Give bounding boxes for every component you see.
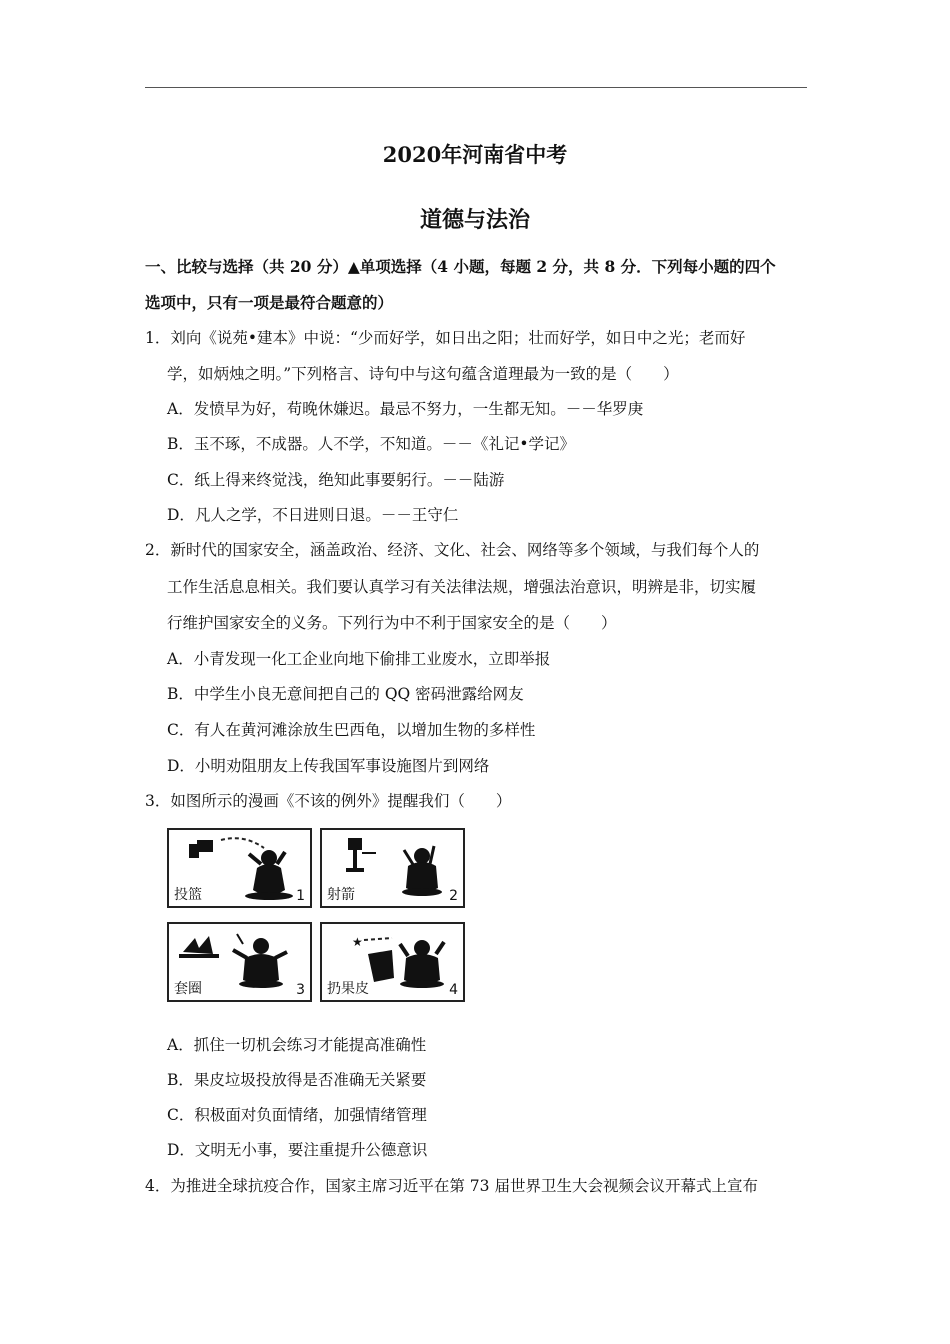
q2-option-a: A．小青发现一化工企业向地下偷排工业废水，立即举报: [167, 650, 551, 668]
comic-panel-2: [320, 828, 465, 908]
q1-option-d: D．凡人之学，不日进则日退。－－王守仁: [167, 506, 459, 524]
q3-option-d: D．文明无小事，要注重提升公德意识: [167, 1141, 428, 1159]
q2-stem-cont: 工作生活息息相关。我们要认真学习有关法律法规，增强法治意识，明辨是非，切实履: [167, 578, 757, 596]
q3-option-c: C．积极面对负面情绪，加强情绪管理: [167, 1106, 427, 1124]
svg-text:★: ★: [352, 935, 363, 949]
q1-stem-cont: 学，如炳烛之明。”下列格言、诗句中与这句蕴含道理最为一致的是（ ）: [167, 365, 679, 383]
q4-stem: 4．为推进全球抗疫合作，国家主席习近平在第 73 届世界卫生大会视频会议开幕式上宣布: [145, 1177, 758, 1195]
panel-4-caption: 扔果皮: [327, 981, 369, 997]
section-heading-cont: 选项中，只有一项是最符合题意的）: [145, 293, 394, 312]
q1-option-a: A．发愤早为好，苟晚休嫌迟。最忌不努力，一生都无知。－－华罗庚: [167, 400, 644, 418]
comic-panel-4: [320, 922, 465, 1002]
q3-option-b: B．果皮垃圾投放得是否准确无关紧要: [167, 1071, 427, 1089]
q2-option-d: D．小明劝阻朋友上传我国军事设施图片到网络: [167, 757, 490, 775]
panel-2-number: 2: [449, 888, 458, 904]
q3-stem: 3．如图所示的漫画《不该的例外》提醒我们（ ）: [145, 792, 512, 810]
exam-title: 2020年河南省中考: [382, 142, 568, 167]
panel-4-number: 4: [449, 982, 458, 998]
q3-option-a: A．抓住一切机会练习才能提高准确性: [167, 1036, 427, 1054]
subject-title: 道德与法治: [419, 207, 530, 233]
panel-1-number: 1: [296, 888, 305, 904]
q1-option-c: C．纸上得来终觉浅，绝知此事要躬行。－－陆游: [167, 471, 505, 489]
q1-stem: 1．刘向《说苑•建本》中说：“少而好学，如日出之阳；壮而好学，如日中之光；老而好: [145, 329, 746, 347]
panel-3-caption: 套圈: [174, 981, 202, 997]
panel-3-number: 3: [296, 982, 305, 998]
panel-2-caption: 射箭: [327, 887, 355, 903]
comic-figure: [167, 828, 469, 1004]
q1-option-b: B．玉不琢，不成器。人不学，不知道。－－《礼记•学记》: [167, 435, 576, 453]
q2-option-c: C．有人在黄河滩涂放生巴西龟，以增加生物的多样性: [167, 721, 536, 739]
comic-panel-3: [167, 922, 312, 1002]
q2-stem-cont2: 行维护国家安全的义务。下列行为中不利于国家安全的是（ ）: [167, 614, 617, 632]
q2-stem: 2．新时代的国家安全，涵盖政治、经济、文化、社会、网络等多个领域，与我们每个人的: [145, 541, 760, 559]
comic-panel-1: [167, 828, 312, 908]
q2-option-b: B．中学生小良无意间把自己的 QQ 密码泄露给网友: [167, 685, 524, 703]
header-rule: [145, 87, 807, 88]
panel-1-caption: 投篮: [174, 887, 202, 903]
section-heading: 一、比较与选择（共 20 分）▲单项选择（4 小题，每题 2 分，共 8 分．下列每小题的四个: [145, 257, 776, 276]
